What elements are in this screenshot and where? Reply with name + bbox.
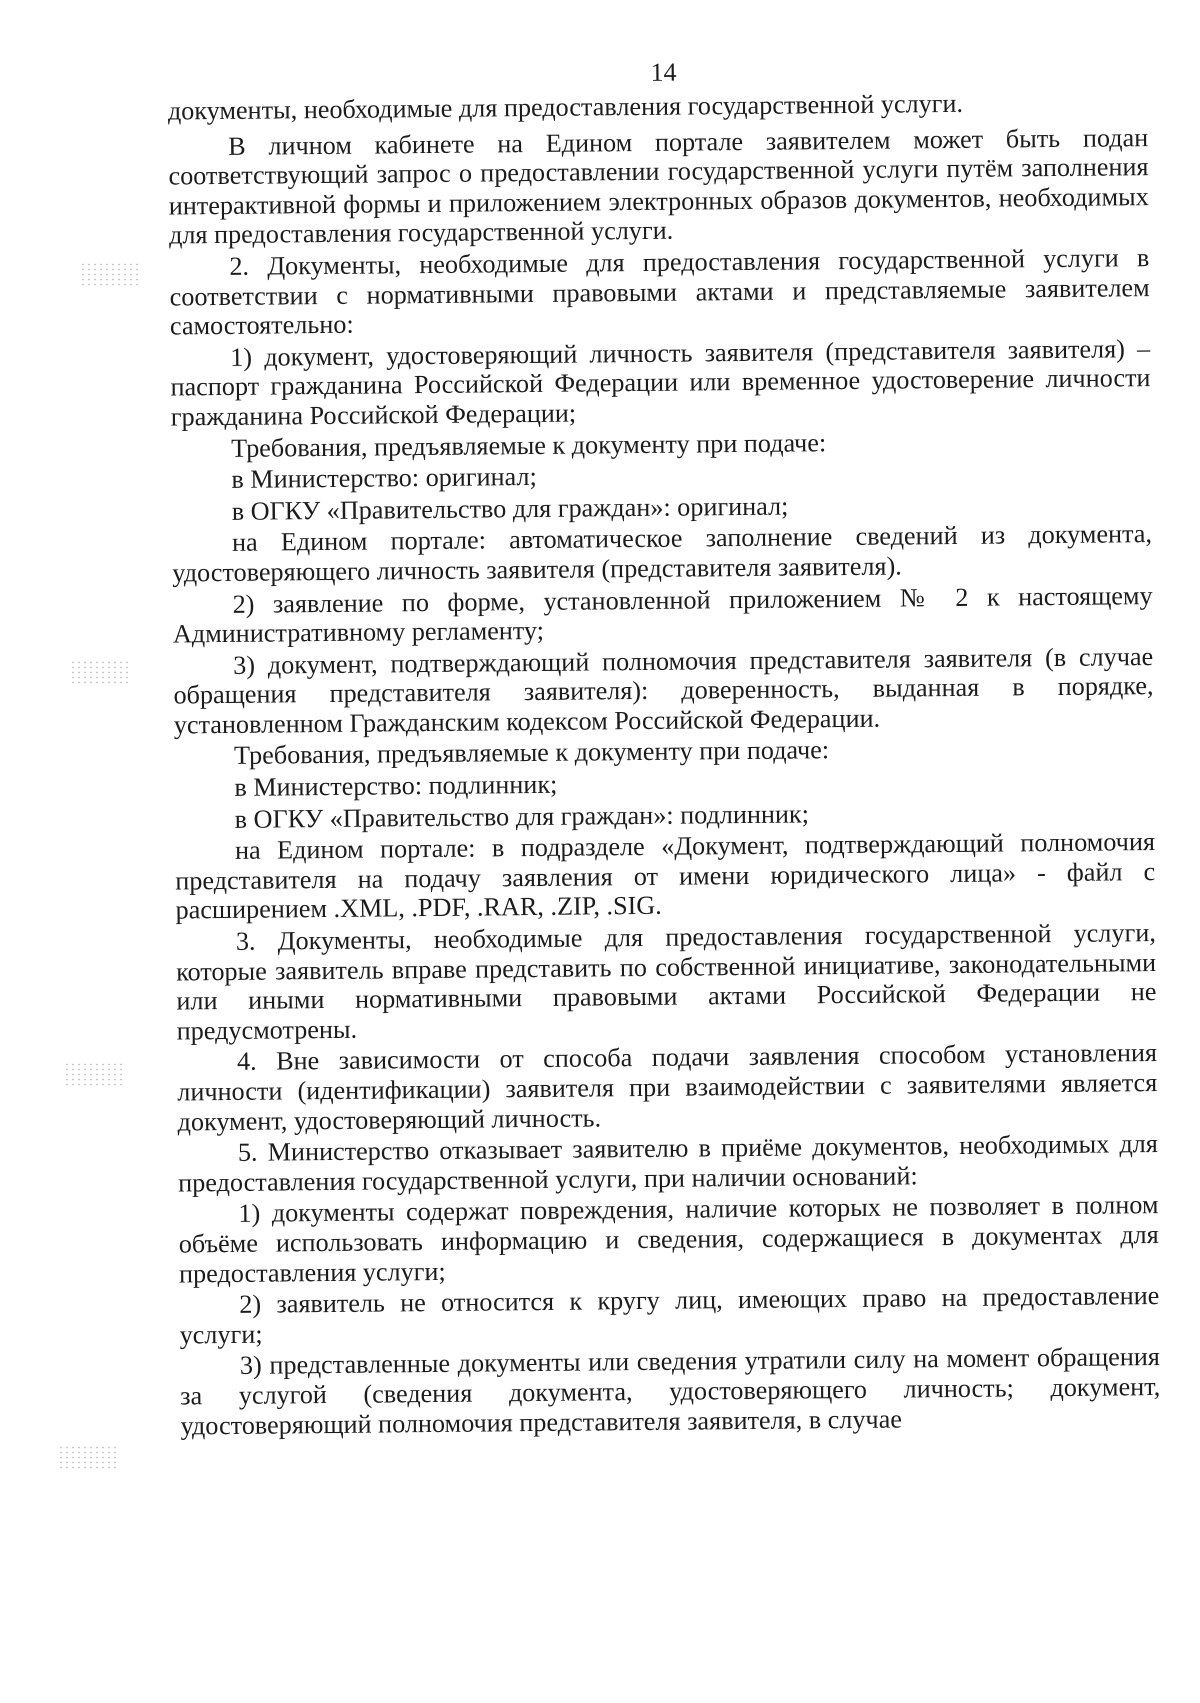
paragraph-portal-file-formats: на Едином портале: в подразделе «Документ, подтверждающий полномочия представителя на подачу заявления от имени юридического лица» - файл с расширением .XML, .PDF, .RAR, .ZIP, .SIG. [175, 827, 1156, 925]
paragraph-item-2-3: 3) документ, подтверждающий полномочия представителя заявителя (в случае обращения представителя заявителя): доверенность, выданная в порядке, установленном Гражданским кодексом Российской Федерации. [173, 641, 1154, 740]
paragraph-item-3: 3. Документы, необходимые для предоставления государственной услуги, которые заявитель вправе представить по собственной инициативе, законодательными или иными нормативными правовыми актами Российской Федерации не предусмотрены. [176, 918, 1157, 1046]
paragraph-item-5-3: 3) представленные документы или сведения утратили силу на момент обращения за услугой (сведения документа, удостоверяющего личность; документ, удостоверяющий полномочия представителя заявителя, в случае [180, 1342, 1161, 1440]
scan-artifact [64, 1062, 124, 1086]
paragraph-item-5: 5. Министерство отказывает заявителю в приёме документов, необходимых для предоставления государственной услуги, при наличии оснований: [178, 1129, 1158, 1198]
page-number: 14 [650, 57, 677, 87]
paragraph-ministry-original: в Министерство: оригинал; [231, 462, 537, 495]
paragraph-continuation: документы, необходимые для предоставления государственной услуги. [167, 88, 964, 126]
scan-artifact [70, 660, 130, 684]
paragraph-item-5-1: 1) документы содержат повреждения, наличие которых не позволяет в полном объёме использовать информацию и сведения, содержащиеся в документах для предоставления услуги; [178, 1190, 1159, 1289]
paragraph-personal-account: В личном кабинете на Едином портале заявителем может быть подан соответствующий запрос о предоставлении государственной услуги путём заполнения интерактивной формы и приложением электронных образов документов, необходимых для предоставления государственной услуги. [168, 122, 1149, 250]
paragraph-item-4: 4. Вне зависимости от способа подачи заявления способом установления личности (идентификации) заявителя при взаимодействии с заявителями является документ, удостоверяющий личность. [177, 1038, 1158, 1137]
scan-artifact [80, 262, 140, 286]
paragraph-ministry-original-doc: в Министерство: подлинник; [234, 769, 558, 802]
paragraph-ogku-original-doc: в ОГКУ «Правительство для граждан»: подлинник; [234, 799, 810, 834]
scan-artifact [58, 1445, 118, 1469]
body-text [168, 87, 1161, 1442]
paragraph-requirements-1: Требования, предъявляемые к документу при подаче: [230, 427, 827, 463]
paragraph-item-2-2: 2) заявление по форме, установленной приложением № 2 к настоящему Административному регламенту; [172, 580, 1153, 649]
paragraph-requirements-2: Требования, предъявляемые к документу при подаче: [233, 735, 830, 771]
paragraph-portal-autofill: на Едином портале: автоматическое заполнение сведений из документа, удостоверяющего личность заявителя (представителя заявителя). [172, 519, 1153, 588]
paragraph-ogku-original: в ОГКУ «Правительство для граждан»: оригинал; [231, 491, 789, 526]
paragraph-item-2: 2. Документы, необходимые для предоставления государственной услуги в соответствии с нормативными правовыми актами и представляемые заявителем самостоятельно: [169, 243, 1150, 341]
paragraph-item-2-1: 1) документ, удостоверяющий личность заявителя (представителя заявителя) – паспорт гражданина Российской Федерации или временное удостоверение личности гражданина Российской Федерации; [170, 333, 1151, 432]
paragraph-item-5-2: 2) заявитель не относится к кругу лиц, имеющих право на предоставление услуги; [179, 1281, 1160, 1350]
